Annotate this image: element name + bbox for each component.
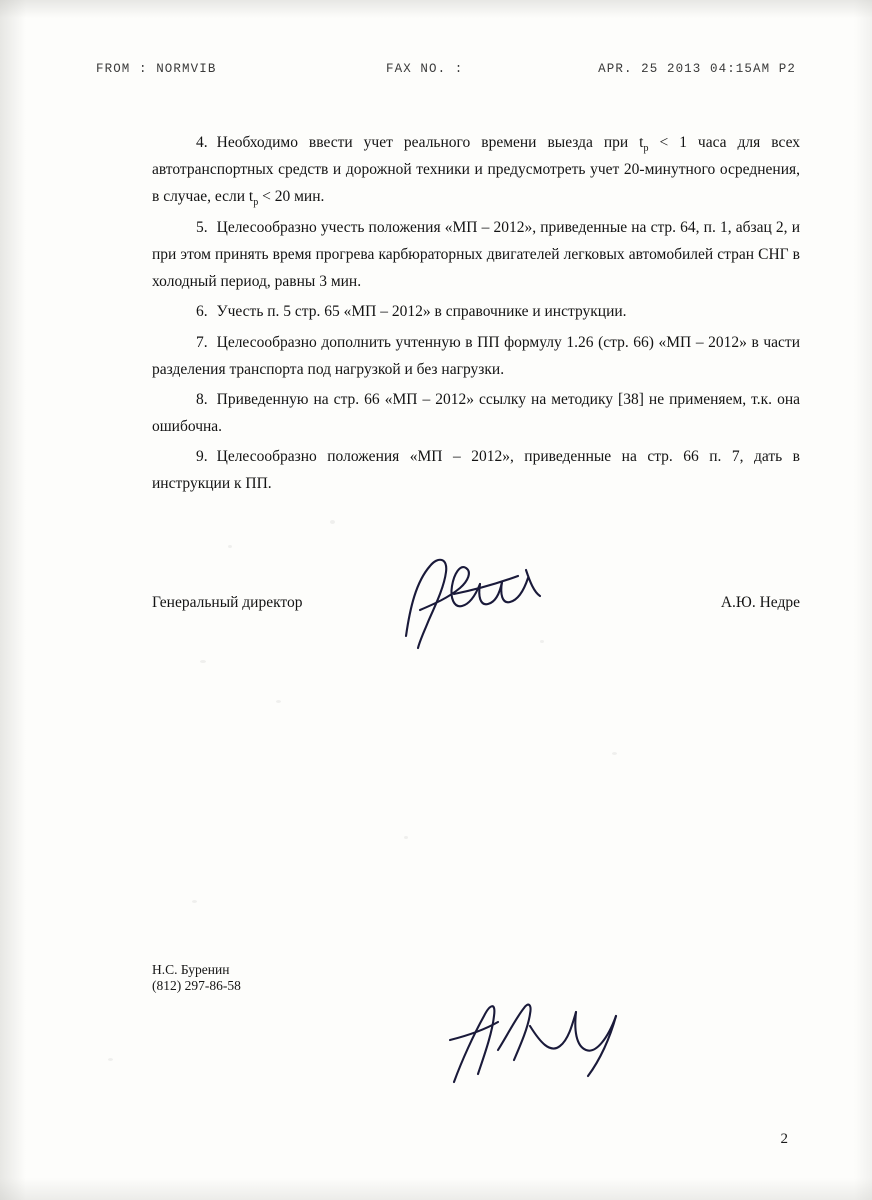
contact-phone: (812) 297-86-58 bbox=[152, 978, 241, 994]
paragraph-number: 8. bbox=[196, 391, 208, 409]
scan-speckle bbox=[404, 836, 408, 839]
paragraph-text: Учесть п. 5 стр. 65 «МП – 2012» в справочнике и инструкции. bbox=[216, 303, 627, 321]
fax-number-label: FAX NO. : bbox=[386, 62, 464, 76]
paragraph-text: Целесообразно положения «МП – 2012», приведенные на стр. 66 п. 7, дать в инструкции к ПП. bbox=[152, 448, 800, 493]
handwritten-signature-director bbox=[390, 548, 550, 653]
contact-person: Н.С. Буренин bbox=[152, 962, 230, 977]
scan-speckle bbox=[330, 520, 335, 524]
handwritten-signature-secondary bbox=[440, 990, 630, 1100]
fax-header bbox=[96, 62, 796, 80]
paragraph-number: 6. bbox=[196, 303, 208, 321]
contact-block bbox=[152, 962, 241, 995]
paragraph-5 bbox=[152, 215, 800, 295]
paragraph-text: Целесообразно дополнить учтенную в ПП формулу 1.26 (стр. 66) «МП – 2012» в части разделения транспорта под нагрузкой и без нагрузки. bbox=[152, 333, 800, 378]
fax-timestamp: APR. 25 2013 04:15AM P2 bbox=[598, 62, 796, 76]
page-number: 2 bbox=[780, 1131, 788, 1147]
paragraph-number: 9. bbox=[196, 448, 208, 466]
scan-speckle bbox=[192, 900, 197, 903]
paragraph-text: Приведенную на стр. 66 «МП – 2012» ссылку на методику [38] не применяем, т.к. она ошибочна. bbox=[152, 391, 800, 435]
signature-name: А.Ю. Недре bbox=[720, 594, 800, 611]
paragraph-number: 7. bbox=[196, 333, 208, 351]
scan-edge-left bbox=[0, 0, 26, 1200]
fax-from-label: FROM : NORMVIB bbox=[96, 62, 217, 76]
scan-speckle bbox=[540, 640, 544, 643]
scan-edge-top bbox=[0, 0, 872, 18]
paragraph-text: Целесообразно учесть положения «МП – 2012», приведенные на стр. 64, п. 1, абзац 2, и при этом принять время прогрева карбюраторных двигателей легковых автомобилей стран СНГ в холодный период, равны 3 мин. bbox=[152, 219, 800, 290]
paragraph-4 bbox=[152, 130, 800, 211]
paragraph-8 bbox=[152, 387, 800, 440]
scan-speckle bbox=[228, 545, 232, 548]
paragraph-number: 4. bbox=[196, 134, 208, 151]
paragraph-9 bbox=[152, 444, 800, 497]
scan-speckle bbox=[108, 1058, 113, 1061]
scan-edge-right bbox=[854, 0, 872, 1200]
paragraph-text: Необходимо ввести учет реального времени выезда при $t_p < 1$ часа для всех автотранспортных средств и дорожной техники и предусмотреть учет 20-минутного осреднения, в случае, если $t_p < 20$ мин. bbox=[152, 134, 800, 209]
scan-edge-bottom bbox=[0, 1178, 872, 1200]
scan-speckle bbox=[276, 700, 281, 703]
scan-speckle bbox=[612, 752, 617, 755]
paragraph-6 bbox=[152, 299, 800, 326]
paragraph-number: 5. bbox=[196, 219, 208, 237]
scan-speckle bbox=[200, 660, 206, 663]
paragraph-7 bbox=[152, 330, 800, 383]
document-body bbox=[152, 130, 800, 502]
signature-title: Генеральный директор bbox=[152, 594, 303, 611]
